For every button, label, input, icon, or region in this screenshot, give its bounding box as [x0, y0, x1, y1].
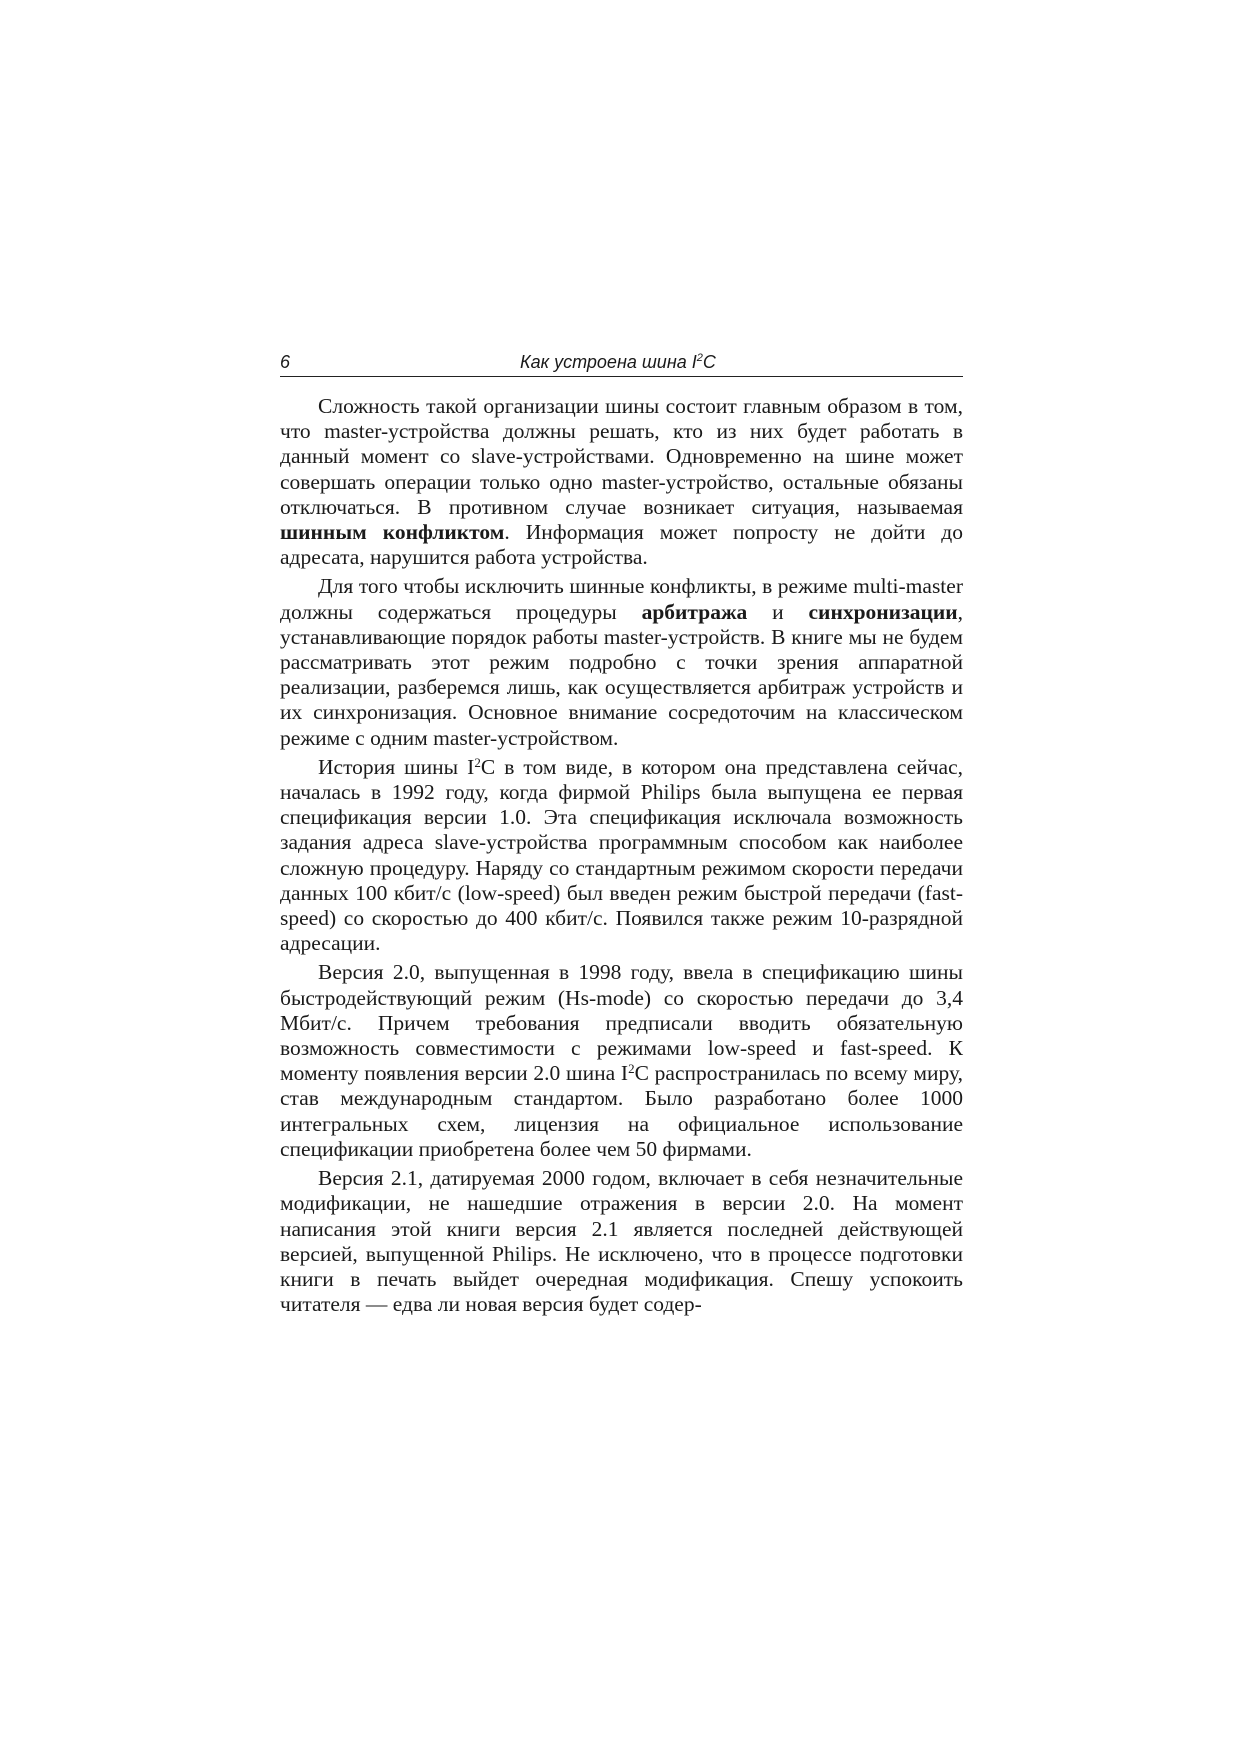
page-header	[280, 350, 963, 377]
running-title-superscript: 2	[696, 352, 703, 364]
paragraph-version-2-0	[280, 960, 963, 1162]
superscript: 2	[474, 754, 481, 770]
bold-term: арбитража	[641, 599, 748, 624]
bold-term: синхронизации	[808, 599, 958, 624]
paragraph-text: Версия 2.0, выпущенная в 1998 году, ввела в спецификацию шины быстродействующий режим (Hs-mode) со скоростью передачи до 3,4 Мбит/с. Причем требования предписали вводить обязательную возможность совместимости с режимами low-speed и fast-speed. К моменту появления версии 2.0 шина I	[280, 960, 963, 1086]
bold-term: шинным конфликтом	[280, 520, 505, 545]
paragraph-text: C в том виде, в котором она представлена сейчас, началась в 1992 году, когда фирмой Philips была выпущена ее первая спецификация версии 1.0. Эта спецификация исключала возможность задания адреса slave-устройства программным способом как наиболее сложную процедуру. Наряду со стандартным режимом скорости передачи данных 100 кбит/с (low-speed) был введен режим быстрой передачи (fast-speed) со скоростью до 400 кбит/с. Появился также режим 10-разрядной адресации.	[280, 754, 963, 956]
running-title	[520, 352, 716, 373]
body-text	[280, 394, 963, 1317]
running-title-suffix: C	[702, 352, 716, 372]
paragraph-history	[280, 755, 963, 957]
running-title-prefix: Как устроена шина I	[520, 352, 697, 372]
paragraph-text: История шины I	[318, 754, 475, 779]
superscript: 2	[628, 1061, 635, 1077]
paragraph-text: Версия 2.1, датируемая 2000 годом, включает в себя незначительные модификации, не нашедшие отражения в версии 2.0. На момент написания этой книги версия 2.1 является последней действующей версией, выпущенной Philips. Не исключено, что в процессе подготовки книги в печать выйдет очередная модификация. Спешу успокоить читателя — едва ли новая версия будет содер-	[280, 1166, 963, 1317]
paragraph-text: , устанавливающие порядок работы master-устройств. В книге мы не будем рассматривать этот режим подробно с точки зрения аппаратной реализации, разберемся лишь, как осуществляется арбитраж устройств и их синхронизация. Основное внимание сосредоточим на классическом режиме с одним master-устройством.	[280, 599, 963, 750]
paragraph-bus-conflict	[280, 394, 963, 570]
paragraph-text: Сложность такой организации шины состоит главным образом в том, что master-устройства должны решать, кто из них будет работать в данный момент со slave-устройствами. Одновременно на шине может совершать операции только одно master-устройство, остальные обязаны отключаться. В противном случае возникает ситуация, называемая	[280, 394, 963, 519]
paragraph-text: C распространилась по всему миру, став международным стандартом. Было разработано более 1000 интегральных схем, лицензия на официальное использование спецификации приобретена более чем 50 фирмами.	[280, 1061, 963, 1161]
paragraph-text: . Информация может попросту не дойти до адресата, нарушится работа устройства.	[280, 520, 963, 570]
paragraph-arbitration	[280, 574, 963, 750]
paragraph-version-2-1	[280, 1166, 963, 1317]
paragraph-text: Для того чтобы исключить шинные конфликты, в режиме multi-master должны содержаться процедуры	[280, 574, 963, 624]
page-number: 6	[280, 352, 291, 372]
paragraph-text: и	[747, 599, 809, 624]
